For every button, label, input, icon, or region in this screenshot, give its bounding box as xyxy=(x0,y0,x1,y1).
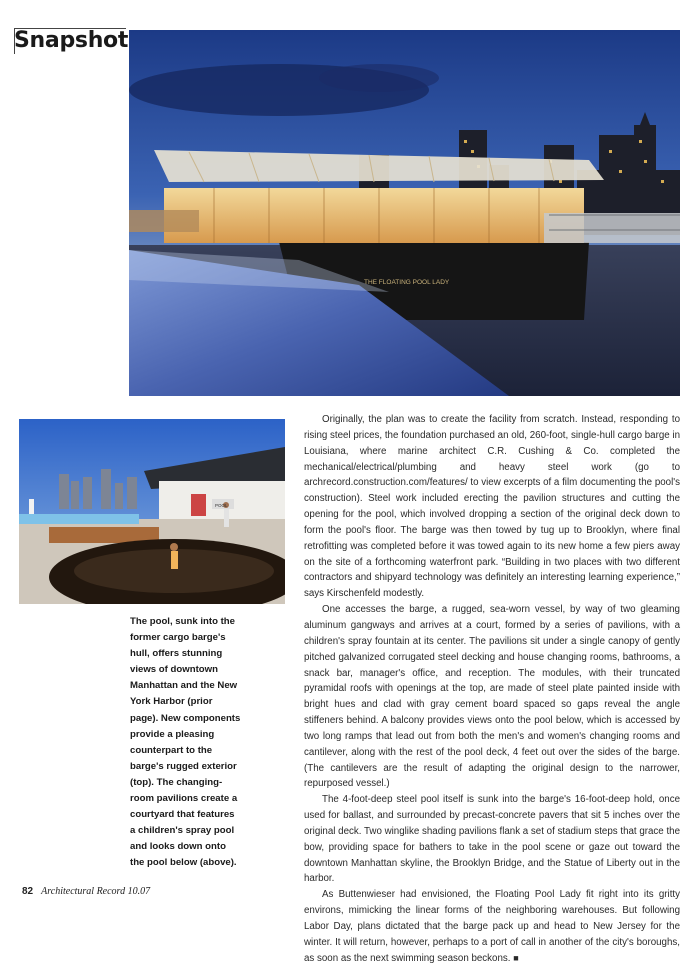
end-mark: ■ xyxy=(513,952,519,963)
article-paragraph-2: One accesses the barge, a rugged, sea-worn vessel, by way of two gleaming aluminum gangways and arrives at a court, formed by a series of pavilions, with a children's spray fountain at its center. The pavilions sit under a single canopy of gently pitched galvanized corrugated steel decking and house changing rooms, bathrooms, a snack bar, manager's office, and reception. The modules, with their truncated pyramidal roofs with openings at the top, are made of steel plate painted inside with bright hues and clad with gray cement board spaced so gaps reveal the angle stiffeners behind. A balcony provides views onto the pool below, which is accessed by two long ramps that lead out from both the men's and women's changing rooms and cantilever, along with the rest of the pool deck, 4 feet out over the sides of the barge. (The cantilevers are the result of adapting the original design to the narrower, repurposed vessel.) xyxy=(304,604,680,790)
article-paragraph-3: The 4-foot-deep steel pool itself is sunk into the barge's 16-foot-deep hold, once used for ballast, and surrounded by precast-concrete pavers that sit 5 inches over the original deck. Two winglike shading pavilions flank a set of stadium steps that grace the bow, providing space for bathers to take in the pool scene or gaze out toward the downtown Manhattan skyline, the Brooklyn Bridge, and the Statue of Liberty out in the harbor. xyxy=(304,794,680,885)
section-label: Snapshot xyxy=(14,28,129,53)
photo-caption: The pool, sunk into the former cargo barge's hull, offers stunning views of downtown Manhattan and the New York Harbor (prior page). New components provide a pleasing counterpart to the barge's rugged exterior (top). The changing-room pavilions create a courtyard that features a children's spray pool and looks down onto the pool below (above). xyxy=(130,616,241,869)
hero-photo xyxy=(129,30,680,396)
barge-name: THE FLOATING POOL LADY xyxy=(364,279,450,286)
page-footer xyxy=(22,886,150,897)
article-paragraph-4 xyxy=(304,887,680,966)
inset-sign: POOL xyxy=(215,503,228,508)
page-number: 82 xyxy=(22,886,34,897)
article-body xyxy=(304,412,680,967)
magazine-issue: Architectural Record 10.07 xyxy=(41,886,151,897)
inset-photo xyxy=(19,419,285,604)
article-paragraph-4-text: As Buttenwieser had envisioned, the Floating Pool Lady fit right into its gritty environs, mimicking the linear forms of the neighboring warehouses. But following Labor Day, plans dictated that the barge pack up and head to New Jersey for the winter. It will return, however, perhaps to a port of call in another of the city's boroughs, as soon as the next swimming season beckons. xyxy=(304,889,680,964)
article-paragraph-1: Originally, the plan was to create the facility from scratch. Instead, responding to rising steel prices, the foundation purchased an old, 260-foot, single-hull cargo barge in Louisiana, where marine architect C.R. Cushing & Co. completed the mechanical/electrical/plumbing and heavy steel work (go to archrecord.construction.com/features/ to view excerpts of a film documenting the pool's construction). Steel work included erecting the pavilion structures and cutting the opening for the pool, which involved dropping a section of the original deck down to form the pool's floor. The barge was then towed by tug up to Brooklyn, where final retrofitting was completed before it was towed again to its new home a few piers away on the site of a forthcoming waterfront park. “Building in two places with two different contractors and shipyard technology was definitely an interesting learning experience,” says Kirschenfeld modestly. xyxy=(304,414,680,600)
